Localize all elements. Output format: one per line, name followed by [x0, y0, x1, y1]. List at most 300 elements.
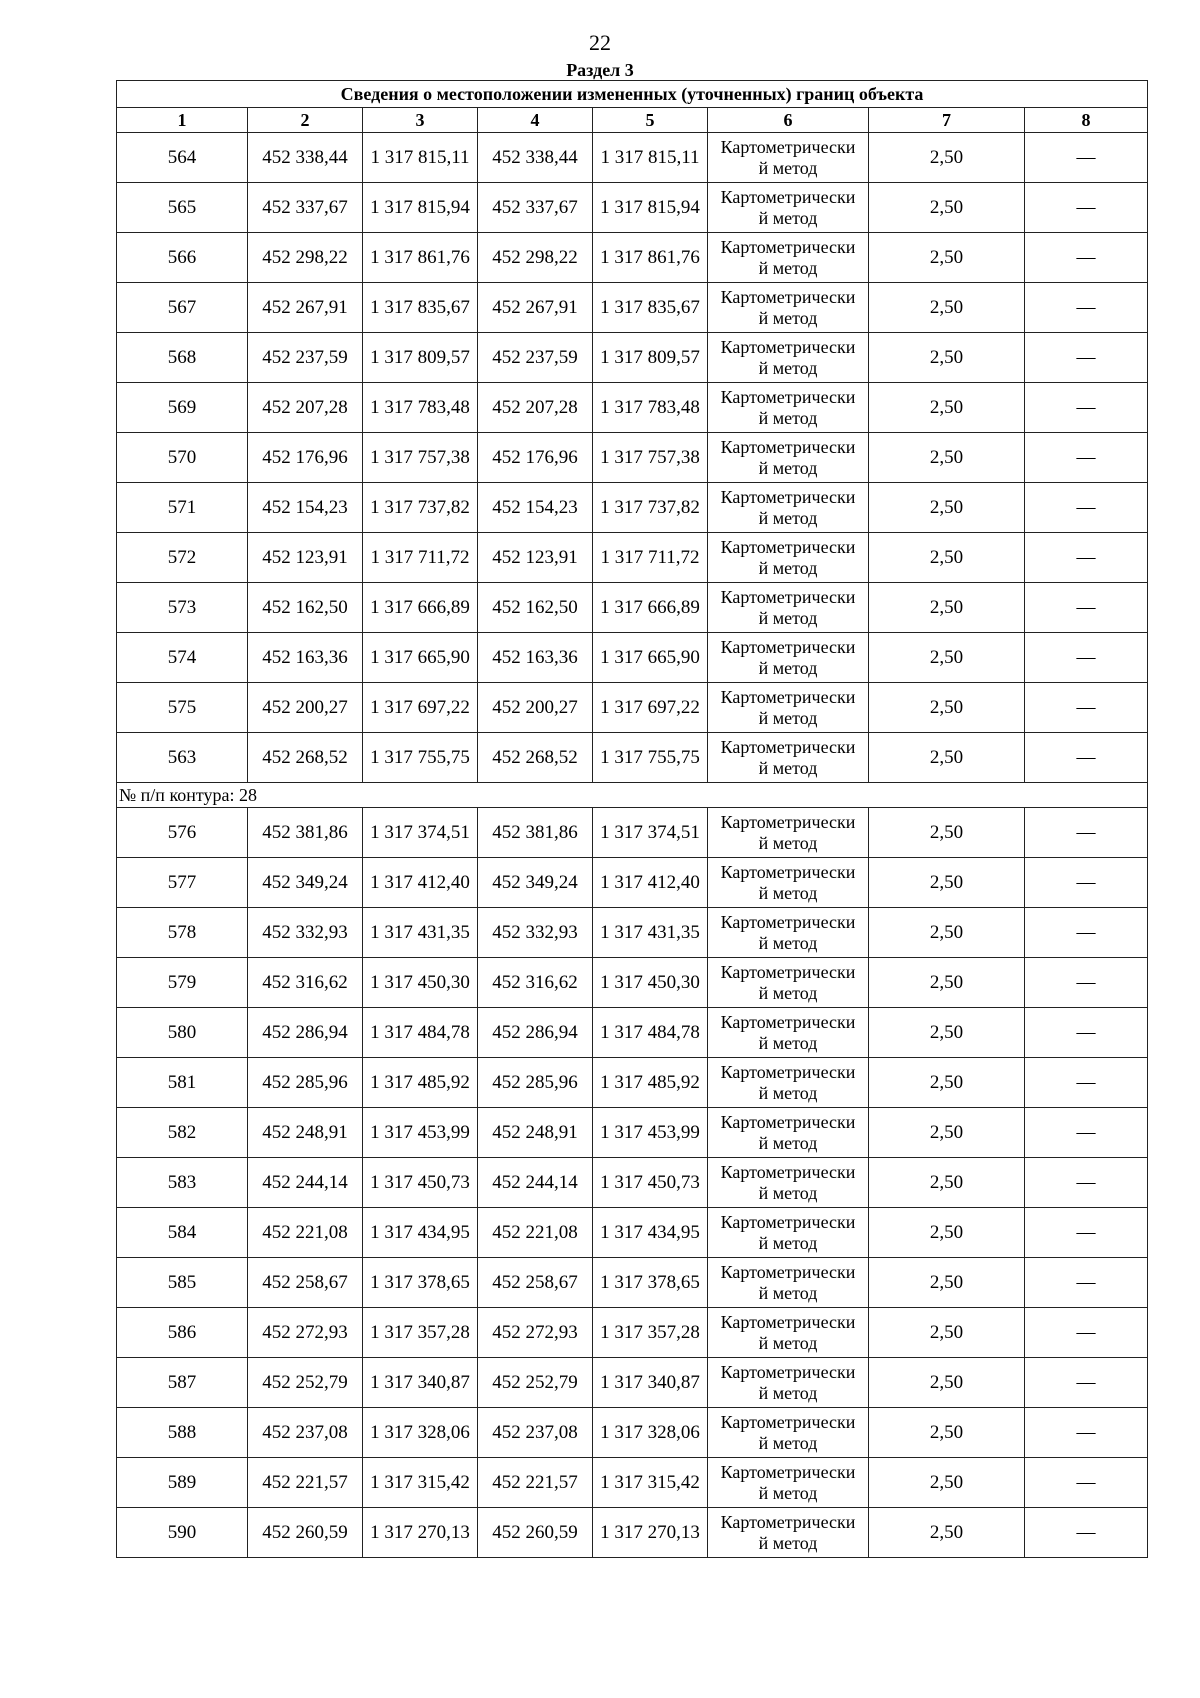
table-row [117, 683, 1148, 733]
cell-method [708, 383, 869, 433]
cell-x-existing: 452 349,24 [248, 858, 363, 908]
cell-y-new: 1 317 665,90 [593, 633, 708, 683]
method-line: й метод [758, 1032, 818, 1053]
method-line: й метод [758, 1132, 818, 1153]
column-number: 8 [1025, 108, 1148, 133]
cell-y-new: 1 317 453,99 [593, 1108, 708, 1158]
cell-accuracy: 2,50 [869, 283, 1025, 333]
cell-y-existing: 1 317 815,94 [363, 183, 478, 233]
cell-x-new: 452 237,08 [478, 1408, 593, 1458]
cell-x-new: 452 349,24 [478, 858, 593, 908]
cell-x-existing: 452 332,93 [248, 908, 363, 958]
cell-accuracy: 2,50 [869, 233, 1025, 283]
cell-x-existing: 452 260,59 [248, 1508, 363, 1558]
cell-x-new: 452 237,59 [478, 333, 593, 383]
cell-x-new: 452 332,93 [478, 908, 593, 958]
cell-method [708, 1058, 869, 1108]
cell-method [708, 583, 869, 633]
method-line: Картометрически [720, 1261, 856, 1282]
table-row [117, 1508, 1148, 1558]
cell-y-new: 1 317 815,11 [593, 133, 708, 183]
table-title: Сведения о местоположении измененных (уточненных) границ объекта [117, 81, 1148, 108]
method-line: Картометрически [720, 636, 856, 657]
cell-x-existing: 452 272,93 [248, 1308, 363, 1358]
table-row [117, 1058, 1148, 1108]
cell-method [708, 683, 869, 733]
cell-x-existing: 452 298,22 [248, 233, 363, 283]
cell-x-existing: 452 244,14 [248, 1158, 363, 1208]
cell-point-number: 580 [117, 1008, 248, 1058]
table-row [117, 283, 1148, 333]
cell-point-number: 570 [117, 433, 248, 483]
cell-accuracy: 2,50 [869, 1008, 1025, 1058]
method-line: й метод [758, 707, 818, 728]
cell-accuracy: 2,50 [869, 1258, 1025, 1308]
method-line: Картометрически [720, 336, 856, 357]
cell-method [708, 133, 869, 183]
method-line: Картометрически [720, 536, 856, 557]
cell-method [708, 333, 869, 383]
cell-y-new: 1 317 412,40 [593, 858, 708, 908]
cell-x-new: 452 244,14 [478, 1158, 593, 1208]
cell-x-existing: 452 221,57 [248, 1458, 363, 1508]
method-line: й метод [758, 932, 818, 953]
cell-method [708, 1408, 869, 1458]
column-number: 2 [248, 108, 363, 133]
cell-point-number: 569 [117, 383, 248, 433]
cell-x-existing: 452 162,50 [248, 583, 363, 633]
cell-method [708, 1158, 869, 1208]
method-line: й метод [758, 1232, 818, 1253]
cell-method [708, 483, 869, 533]
cell-point-number: 571 [117, 483, 248, 533]
table-row [117, 133, 1148, 183]
cell-y-existing: 1 317 431,35 [363, 908, 478, 958]
cell-x-existing: 452 237,08 [248, 1408, 363, 1458]
cell-description: — [1025, 1208, 1148, 1258]
cell-x-existing: 452 286,94 [248, 1008, 363, 1058]
cell-method [708, 808, 869, 858]
cell-description: — [1025, 1308, 1148, 1358]
cell-accuracy: 2,50 [869, 133, 1025, 183]
table-row [117, 433, 1148, 483]
cell-method [708, 1308, 869, 1358]
cell-y-existing: 1 317 835,67 [363, 283, 478, 333]
contour-row [117, 783, 1148, 808]
method-line: Картометрически [720, 1061, 856, 1082]
method-line: Картометрически [720, 486, 856, 507]
cell-point-number: 585 [117, 1258, 248, 1308]
cell-y-new: 1 317 737,82 [593, 483, 708, 533]
method-line: й метод [758, 407, 818, 428]
cell-x-new: 452 338,44 [478, 133, 593, 183]
table-row [117, 333, 1148, 383]
cell-y-new: 1 317 270,13 [593, 1508, 708, 1558]
cell-x-existing: 452 248,91 [248, 1108, 363, 1158]
method-line: й метод [758, 1282, 818, 1303]
column-number: 5 [593, 108, 708, 133]
cell-method [708, 433, 869, 483]
method-line: Картометрически [720, 286, 856, 307]
method-line: Картометрически [720, 911, 856, 932]
cell-description: — [1025, 1458, 1148, 1508]
cell-y-new: 1 317 711,72 [593, 533, 708, 583]
cell-description: — [1025, 133, 1148, 183]
cell-description: — [1025, 333, 1148, 383]
cell-y-existing: 1 317 666,89 [363, 583, 478, 633]
cell-y-existing: 1 317 484,78 [363, 1008, 478, 1058]
cell-y-existing: 1 317 861,76 [363, 233, 478, 283]
cell-point-number: 576 [117, 808, 248, 858]
cell-y-new: 1 317 431,35 [593, 908, 708, 958]
cell-x-existing: 452 285,96 [248, 1058, 363, 1108]
cell-accuracy: 2,50 [869, 483, 1025, 533]
cell-y-existing: 1 317 755,75 [363, 733, 478, 783]
cell-y-existing: 1 317 357,28 [363, 1308, 478, 1358]
cell-point-number: 563 [117, 733, 248, 783]
cell-x-new: 452 298,22 [478, 233, 593, 283]
cell-accuracy: 2,50 [869, 733, 1025, 783]
cell-method [708, 1108, 869, 1158]
cell-description: — [1025, 233, 1148, 283]
cell-point-number: 579 [117, 958, 248, 1008]
cell-point-number: 582 [117, 1108, 248, 1158]
cell-x-existing: 452 163,36 [248, 633, 363, 683]
cell-x-new: 452 252,79 [478, 1358, 593, 1408]
cell-accuracy: 2,50 [869, 583, 1025, 633]
table-row [117, 533, 1148, 583]
cell-x-new: 452 258,67 [478, 1258, 593, 1308]
cell-description: — [1025, 908, 1148, 958]
cell-x-new: 452 248,91 [478, 1108, 593, 1158]
cell-method [708, 1258, 869, 1308]
cell-x-existing: 452 221,08 [248, 1208, 363, 1258]
method-line: Картометрически [720, 1511, 856, 1532]
method-line: Картометрически [720, 961, 856, 982]
column-number: 4 [478, 108, 593, 133]
method-line: й метод [758, 1082, 818, 1103]
method-line: й метод [758, 257, 818, 278]
table-row [117, 908, 1148, 958]
table-row [117, 633, 1148, 683]
cell-y-new: 1 317 340,87 [593, 1358, 708, 1408]
cell-y-existing: 1 317 450,30 [363, 958, 478, 1008]
cell-accuracy: 2,50 [869, 958, 1025, 1008]
cell-point-number: 572 [117, 533, 248, 583]
cell-y-new: 1 317 815,94 [593, 183, 708, 233]
method-line: Картометрически [720, 1161, 856, 1182]
cell-description: — [1025, 1508, 1148, 1558]
cell-point-number: 587 [117, 1358, 248, 1408]
method-line: й метод [758, 1532, 818, 1553]
cell-y-new: 1 317 374,51 [593, 808, 708, 858]
column-number: 7 [869, 108, 1025, 133]
cell-x-new: 452 221,57 [478, 1458, 593, 1508]
table-row [117, 1458, 1148, 1508]
method-line: й метод [758, 1482, 818, 1503]
cell-description: — [1025, 1108, 1148, 1158]
cell-y-new: 1 317 485,92 [593, 1058, 708, 1108]
cell-point-number: 590 [117, 1508, 248, 1558]
cell-point-number: 589 [117, 1458, 248, 1508]
cell-accuracy: 2,50 [869, 1158, 1025, 1208]
method-line: Картометрически [720, 1111, 856, 1132]
cell-y-new: 1 317 450,73 [593, 1158, 708, 1208]
method-line: Картометрически [720, 386, 856, 407]
method-line: й метод [758, 1332, 818, 1353]
method-line: й метод [758, 757, 818, 778]
method-line: Картометрически [720, 736, 856, 757]
method-line: й метод [758, 607, 818, 628]
cell-y-existing: 1 317 453,99 [363, 1108, 478, 1158]
method-line: Картометрически [720, 1461, 856, 1482]
cell-x-new: 452 163,36 [478, 633, 593, 683]
cell-y-existing: 1 317 711,72 [363, 533, 478, 583]
table-row [117, 183, 1148, 233]
page-number: 22 [589, 30, 611, 55]
cell-point-number: 565 [117, 183, 248, 233]
cell-y-existing: 1 317 815,11 [363, 133, 478, 183]
cell-x-existing: 452 337,67 [248, 183, 363, 233]
cell-accuracy: 2,50 [869, 333, 1025, 383]
cell-x-new: 452 285,96 [478, 1058, 593, 1108]
cell-accuracy: 2,50 [869, 433, 1025, 483]
cell-method [708, 533, 869, 583]
cell-x-new: 452 286,94 [478, 1008, 593, 1058]
table-row [117, 1008, 1148, 1058]
method-line: Картометрически [720, 1361, 856, 1382]
cell-point-number: 573 [117, 583, 248, 633]
cell-y-new: 1 317 450,30 [593, 958, 708, 1008]
cell-point-number: 568 [117, 333, 248, 383]
cell-method [708, 233, 869, 283]
cell-y-existing: 1 317 485,92 [363, 1058, 478, 1108]
method-line: Картометрически [720, 136, 856, 157]
cell-x-new: 452 207,28 [478, 383, 593, 433]
method-line: Картометрически [720, 236, 856, 257]
method-line: Картометрически [720, 1311, 856, 1332]
cell-y-new: 1 317 315,42 [593, 1458, 708, 1508]
table-row [117, 583, 1148, 633]
cell-description: — [1025, 633, 1148, 683]
method-line: й метод [758, 832, 818, 853]
cell-method [708, 1208, 869, 1258]
cell-method [708, 1358, 869, 1408]
cell-description: — [1025, 283, 1148, 333]
cell-point-number: 588 [117, 1408, 248, 1458]
method-line: й метод [758, 882, 818, 903]
table-row [117, 808, 1148, 858]
cell-y-new: 1 317 378,65 [593, 1258, 708, 1308]
cell-point-number: 584 [117, 1208, 248, 1258]
cell-x-existing: 452 237,59 [248, 333, 363, 383]
cell-description: — [1025, 483, 1148, 533]
cell-x-existing: 452 154,23 [248, 483, 363, 533]
table-row [117, 383, 1148, 433]
cell-description: — [1025, 1358, 1148, 1408]
method-line: Картометрически [720, 1411, 856, 1432]
cell-x-existing: 452 316,62 [248, 958, 363, 1008]
method-line: й метод [758, 307, 818, 328]
cell-description: — [1025, 808, 1148, 858]
cell-y-existing: 1 317 737,82 [363, 483, 478, 533]
cell-accuracy: 2,50 [869, 858, 1025, 908]
cell-x-existing: 452 338,44 [248, 133, 363, 183]
cell-description: — [1025, 183, 1148, 233]
cell-y-existing: 1 317 757,38 [363, 433, 478, 483]
cell-description: — [1025, 383, 1148, 433]
section-title: Раздел 3 [566, 60, 634, 80]
cell-x-new: 452 268,52 [478, 733, 593, 783]
method-line: й метод [758, 357, 818, 378]
cell-method [708, 1508, 869, 1558]
cell-method [708, 733, 869, 783]
cell-accuracy: 2,50 [869, 1458, 1025, 1508]
cell-y-existing: 1 317 697,22 [363, 683, 478, 733]
method-line: Картометрически [720, 811, 856, 832]
cell-method [708, 183, 869, 233]
cell-y-existing: 1 317 450,73 [363, 1158, 478, 1208]
cell-y-new: 1 317 484,78 [593, 1008, 708, 1058]
cell-point-number: 575 [117, 683, 248, 733]
cell-y-new: 1 317 328,06 [593, 1408, 708, 1458]
cell-point-number: 577 [117, 858, 248, 908]
cell-accuracy: 2,50 [869, 683, 1025, 733]
cell-point-number: 574 [117, 633, 248, 683]
table-row [117, 1108, 1148, 1158]
contour-label: № п/п контура: 28 [117, 783, 1148, 808]
method-line: й метод [758, 657, 818, 678]
table-title-row [117, 81, 1148, 108]
table-row [117, 858, 1148, 908]
cell-point-number: 583 [117, 1158, 248, 1208]
cell-y-existing: 1 317 378,65 [363, 1258, 478, 1308]
cell-method [708, 858, 869, 908]
cell-description: — [1025, 1258, 1148, 1308]
column-number: 1 [117, 108, 248, 133]
cell-x-new: 452 221,08 [478, 1208, 593, 1258]
method-line: Картометрически [720, 186, 856, 207]
cell-x-existing: 452 123,91 [248, 533, 363, 583]
cell-y-new: 1 317 434,95 [593, 1208, 708, 1258]
cell-accuracy: 2,50 [869, 1358, 1025, 1408]
cell-accuracy: 2,50 [869, 808, 1025, 858]
method-line: й метод [758, 207, 818, 228]
table-row [117, 1158, 1148, 1208]
table-row [117, 1358, 1148, 1408]
cell-point-number: 567 [117, 283, 248, 333]
cell-description: — [1025, 1008, 1148, 1058]
cell-accuracy: 2,50 [869, 183, 1025, 233]
cell-accuracy: 2,50 [869, 383, 1025, 433]
cell-accuracy: 2,50 [869, 1058, 1025, 1108]
cell-description: — [1025, 583, 1148, 633]
cell-description: — [1025, 1408, 1148, 1458]
cell-y-new: 1 317 757,38 [593, 433, 708, 483]
table-row [117, 1408, 1148, 1458]
cell-y-new: 1 317 666,89 [593, 583, 708, 633]
cell-x-existing: 452 268,52 [248, 733, 363, 783]
method-line: Картометрически [720, 586, 856, 607]
table-row [117, 233, 1148, 283]
cell-y-existing: 1 317 434,95 [363, 1208, 478, 1258]
cell-x-new: 452 260,59 [478, 1508, 593, 1558]
table-row [117, 1208, 1148, 1258]
cell-y-new: 1 317 783,48 [593, 383, 708, 433]
cell-y-existing: 1 317 328,06 [363, 1408, 478, 1458]
cell-description: — [1025, 683, 1148, 733]
cell-accuracy: 2,50 [869, 533, 1025, 583]
cell-x-new: 452 337,67 [478, 183, 593, 233]
method-line: й метод [758, 1432, 818, 1453]
table-row [117, 733, 1148, 783]
table-row [117, 958, 1148, 1008]
cell-accuracy: 2,50 [869, 1408, 1025, 1458]
cell-method [708, 958, 869, 1008]
method-line: Картометрически [720, 436, 856, 457]
cell-y-new: 1 317 755,75 [593, 733, 708, 783]
method-line: й метод [758, 557, 818, 578]
cell-y-existing: 1 317 665,90 [363, 633, 478, 683]
cell-method [708, 283, 869, 333]
cell-x-existing: 452 252,79 [248, 1358, 363, 1408]
cell-point-number: 586 [117, 1308, 248, 1358]
cell-accuracy: 2,50 [869, 1208, 1025, 1258]
method-line: й метод [758, 1382, 818, 1403]
method-line: й метод [758, 1182, 818, 1203]
cell-y-existing: 1 317 412,40 [363, 858, 478, 908]
method-line: Картометрически [720, 1011, 856, 1032]
cell-accuracy: 2,50 [869, 1308, 1025, 1358]
cell-x-existing: 452 381,86 [248, 808, 363, 858]
cell-x-new: 452 176,96 [478, 433, 593, 483]
cell-point-number: 581 [117, 1058, 248, 1108]
cell-method [708, 1458, 869, 1508]
cell-y-existing: 1 317 783,48 [363, 383, 478, 433]
cell-x-new: 452 123,91 [478, 533, 593, 583]
cell-y-existing: 1 317 809,57 [363, 333, 478, 383]
boundary-table [116, 80, 1148, 1558]
cell-x-new: 452 381,86 [478, 808, 593, 858]
cell-y-new: 1 317 697,22 [593, 683, 708, 733]
cell-y-new: 1 317 835,67 [593, 283, 708, 333]
table-row [117, 483, 1148, 533]
method-line: й метод [758, 982, 818, 1003]
cell-method [708, 1008, 869, 1058]
cell-description: — [1025, 1058, 1148, 1108]
cell-y-new: 1 317 809,57 [593, 333, 708, 383]
cell-y-existing: 1 317 374,51 [363, 808, 478, 858]
cell-point-number: 566 [117, 233, 248, 283]
table-row [117, 1258, 1148, 1308]
method-line: й метод [758, 157, 818, 178]
cell-method [708, 633, 869, 683]
cell-x-new: 452 267,91 [478, 283, 593, 333]
cell-x-existing: 452 267,91 [248, 283, 363, 333]
cell-y-existing: 1 317 315,42 [363, 1458, 478, 1508]
cell-accuracy: 2,50 [869, 1508, 1025, 1558]
method-line: Картометрически [720, 1211, 856, 1232]
cell-x-new: 452 154,23 [478, 483, 593, 533]
cell-accuracy: 2,50 [869, 908, 1025, 958]
cell-point-number: 578 [117, 908, 248, 958]
cell-y-existing: 1 317 340,87 [363, 1358, 478, 1408]
cell-x-existing: 452 200,27 [248, 683, 363, 733]
cell-x-existing: 452 207,28 [248, 383, 363, 433]
cell-description: — [1025, 433, 1148, 483]
column-number: 6 [708, 108, 869, 133]
cell-x-existing: 452 258,67 [248, 1258, 363, 1308]
